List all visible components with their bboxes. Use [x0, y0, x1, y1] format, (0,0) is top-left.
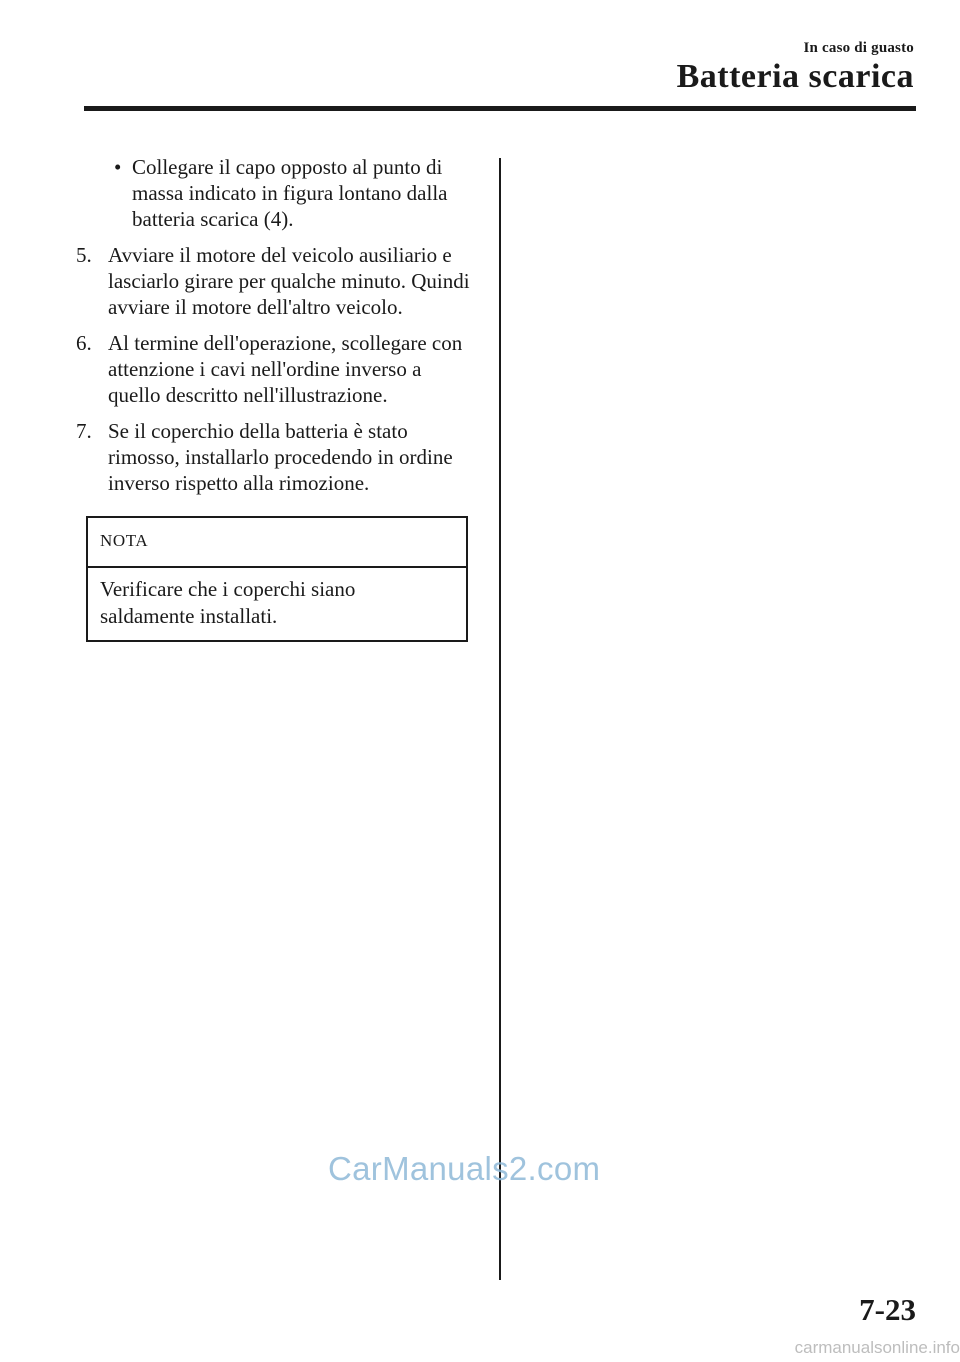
- left-column: [76, 154, 470, 642]
- step-text: Avviare il motore del veicolo ausiliario e lasciarlo girare per qualche minuto. Quindi avviare il motore dell'altro veicolo.: [108, 243, 470, 319]
- step-item: [76, 330, 470, 408]
- footer-url[interactable]: carmanualsonline.info: [794, 1338, 960, 1357]
- step-item: [76, 418, 470, 496]
- step-number: 6.: [76, 331, 92, 355]
- note-title: NOTA: [88, 518, 466, 568]
- note-box: [86, 516, 468, 642]
- page-number: 7-23: [859, 1292, 916, 1327]
- step-item: [76, 242, 470, 320]
- bullet-item: [86, 154, 470, 232]
- section-label: In caso di guasto: [803, 40, 914, 56]
- bullet-marker: •: [114, 155, 122, 179]
- step-text: Al termine dell'operazione, scollegare con attenzione i cavi nell'ordine inverso a quello descritto nell'illustrazione.: [108, 331, 463, 407]
- page-title: Batteria scarica: [676, 58, 914, 95]
- step-number: 5.: [76, 243, 92, 267]
- note-text: Verificare che i coperchi siano saldamente installati.: [100, 577, 356, 628]
- step-number: 7.: [76, 419, 92, 443]
- bullet-text: Collegare il capo opposto al punto di massa indicato in figura lontano dalla batteria scarica (4).: [132, 155, 448, 231]
- header-rule: [84, 106, 916, 111]
- step-text: Se il coperchio della batteria è stato rimosso, installarlo procedendo in ordine inverso rispetto alla rimozione.: [108, 419, 453, 495]
- column-divider: [499, 158, 501, 1280]
- watermark: CarManuals2.com: [328, 1150, 601, 1187]
